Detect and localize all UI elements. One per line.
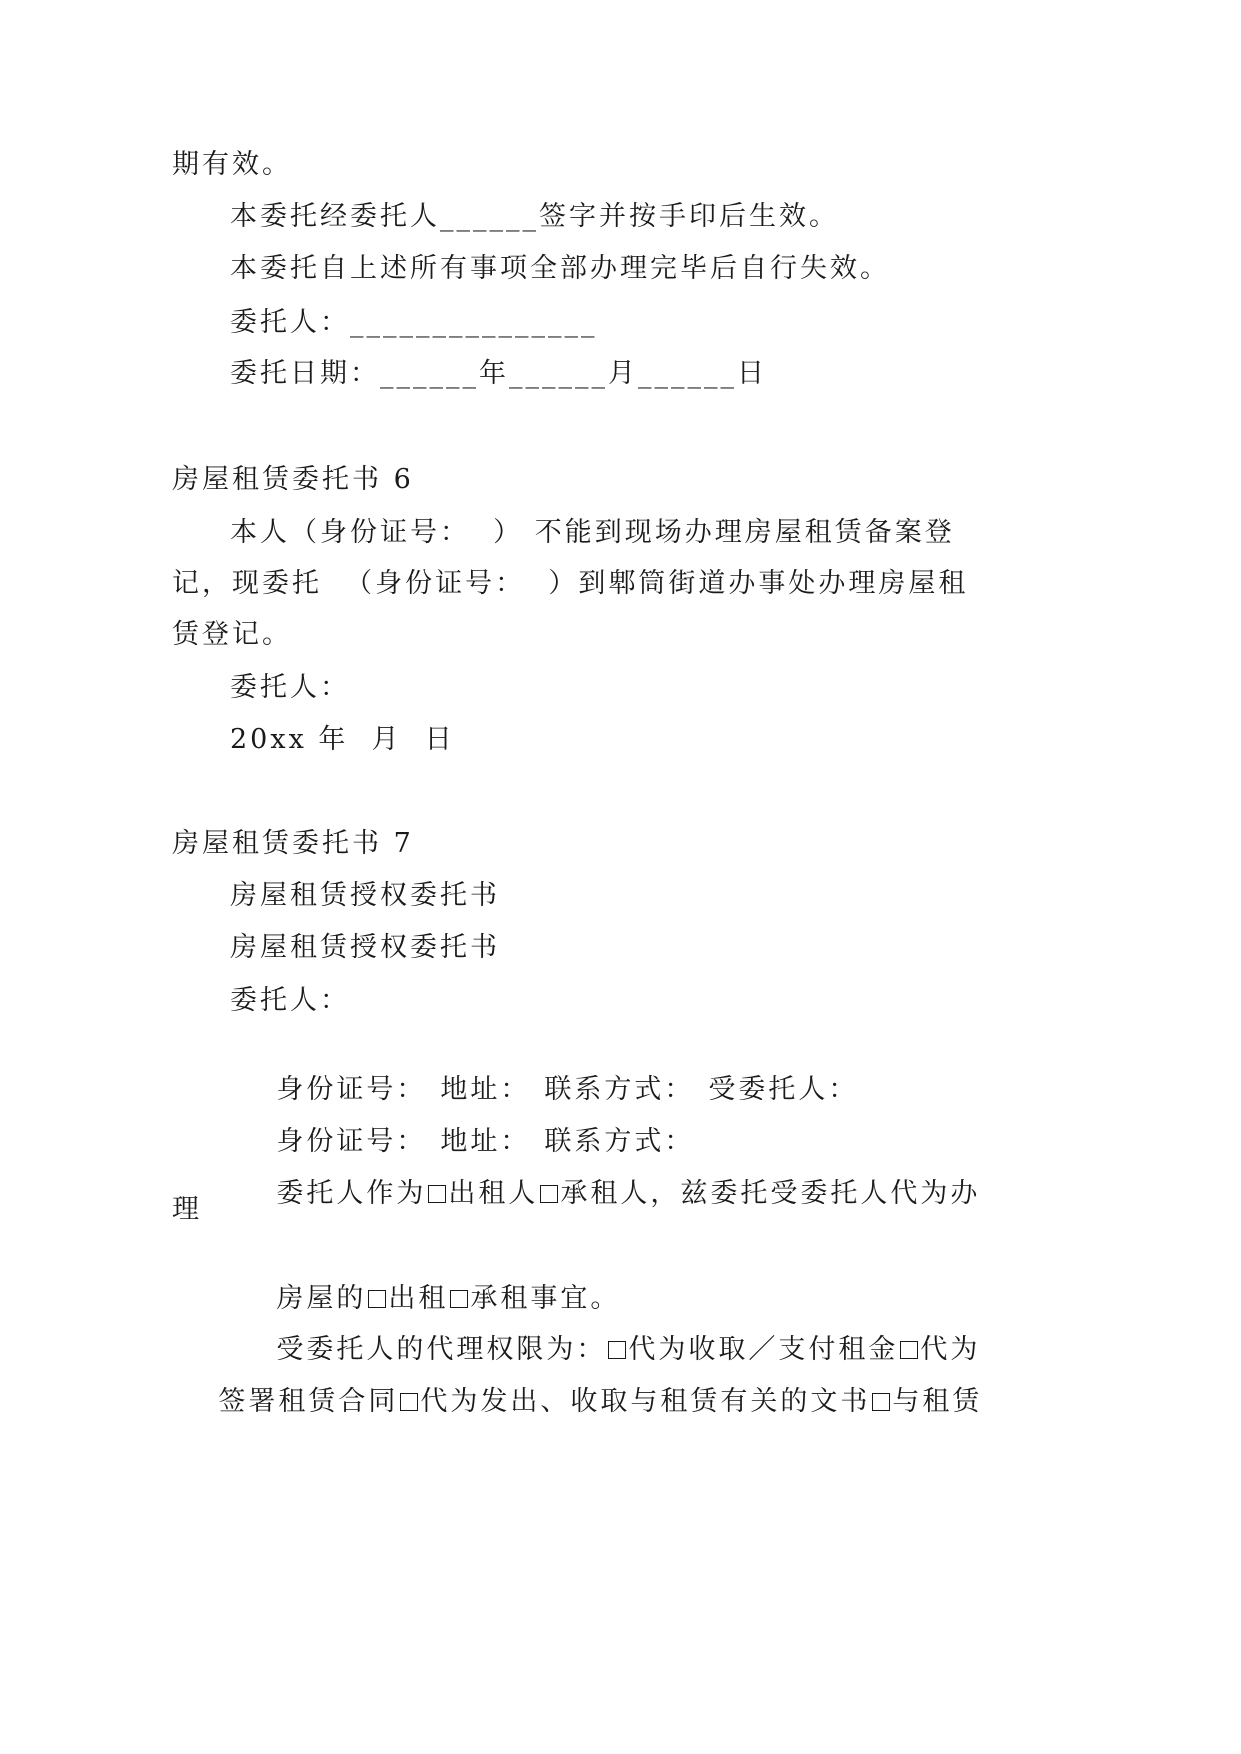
section-7-subtitle-2: 房屋租赁授权委托书 [230, 932, 500, 963]
other-lease-matters-checkbox[interactable] [872, 1393, 890, 1411]
role-prefix: 委托人作为 [276, 1178, 427, 1209]
lessee-checkbox[interactable] [540, 1185, 558, 1203]
principal-role-line [230, 1140, 981, 1209]
section-7-principal-label: 委托人： [230, 985, 350, 1016]
section-6-title: 房屋租赁委托书 6 [172, 464, 414, 495]
expiry-clause: 本委托自上述所有事项全部办理完毕后自行失效。 [230, 253, 890, 284]
contact-label: 联系方式： [544, 1074, 695, 1105]
agent-info-fields [230, 1088, 695, 1157]
section-6-body-line-1: 本人（身份证号： ） 不能到现场办理房屋租赁备案登 [230, 517, 955, 548]
sign-contract-label-end: 签署租赁合同 [218, 1386, 399, 1417]
documents-checkbox[interactable] [400, 1393, 418, 1411]
section-6-principal-label: 委托人： [230, 672, 350, 703]
principal-signature-line: 委托人：_______________ [230, 307, 598, 338]
continuation-text: 期有效。 [172, 149, 292, 180]
address-label: 地址： [440, 1126, 531, 1157]
lessee-option-label: 承租人，兹委托受委托人代为办 [560, 1178, 981, 1209]
contact-label: 联系方式： [544, 1126, 695, 1157]
collect-pay-rent-label: 代为收取／支付租金 [628, 1334, 899, 1365]
lessor-option-label: 出租人 [448, 1178, 539, 1209]
section-7-subtitle-1: 房屋租赁授权委托书 [230, 880, 500, 911]
section-6-date: 20xx 年 月 日 [230, 724, 455, 755]
principal-info-fields [230, 1036, 859, 1105]
effective-clause: 本委托经委托人______签字并按手印后生效。 [230, 201, 839, 232]
scope-prefix: 受委托人的代理权限为： [276, 1334, 607, 1365]
section-7-title: 房屋租赁委托书 7 [172, 828, 414, 859]
section-6-body-line-3: 赁登记。 [172, 619, 292, 650]
section-6-body-line-2: 记，现委托 （身份证号： ）到郫筒街道办事处办理房屋租 [172, 568, 969, 599]
agent-scope-line-2 [172, 1348, 983, 1417]
sign-contract-label-start: 代为 [920, 1334, 981, 1365]
principal-role-line-wrap: 理 [172, 1194, 202, 1225]
id-number-label: 身份证号： [276, 1074, 427, 1105]
matter-prefix: 房屋的 [276, 1283, 367, 1314]
documents-label: 代为发出、收取与租赁有关的文书 [420, 1386, 871, 1417]
address-label: 地址： [440, 1074, 531, 1105]
rent-out-label: 出租 [388, 1283, 449, 1314]
agent-label: 受委托人： [708, 1074, 859, 1105]
authorization-date-line: 委托日期：______年______月______日 [230, 358, 767, 389]
matter-line [230, 1245, 621, 1314]
rent-in-label: 承租事宜。 [470, 1283, 621, 1314]
agent-scope-line-1 [230, 1296, 981, 1365]
other-lease-matters-label: 与租赁 [892, 1386, 983, 1417]
id-number-label: 身份证号： [276, 1126, 427, 1157]
lessor-checkbox[interactable] [428, 1185, 446, 1203]
